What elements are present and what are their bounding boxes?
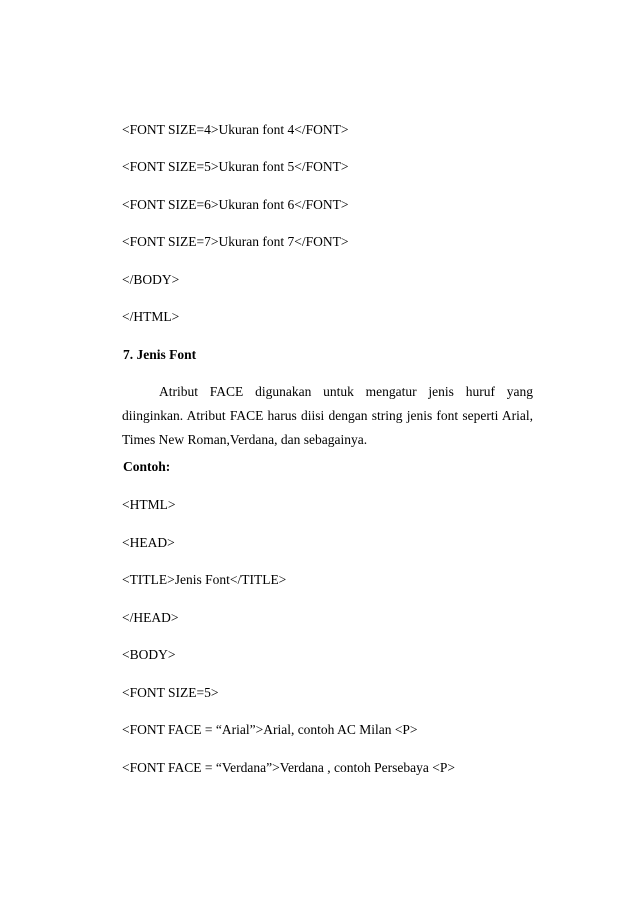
- code-line-body-close: </BODY>: [122, 272, 180, 287]
- code-line-title: <TITLE>Jenis Font</TITLE>: [122, 572, 287, 587]
- code-line-font-face-verdana: <FONT FACE = “Verdana”>Verdana , contoh Persebaya <P>: [122, 760, 455, 775]
- example-heading: Contoh:: [123, 459, 171, 474]
- code-line-head-open: <HEAD>: [122, 535, 175, 550]
- code-line-font-size-5: <FONT SIZE=5>Ukuran font 5</FONT>: [122, 159, 349, 174]
- code-line-font-size-7: <FONT SIZE=7>Ukuran font 7</FONT>: [122, 234, 349, 249]
- code-line-body-open: <BODY>: [122, 647, 176, 662]
- section-heading: 7. Jenis Font: [123, 347, 197, 362]
- code-line-head-close: </HEAD>: [122, 610, 179, 625]
- code-line-html-open: <HTML>: [122, 497, 176, 512]
- code-line-font-size-4: <FONT SIZE=4>Ukuran font 4</FONT>: [122, 122, 349, 137]
- body-paragraph: Atribut FACE digunakan untuk mengatur jenis huruf yang diinginkan. Atribut FACE harus diisi dengan string jenis font seperti Arial, Times New Roman,Verdana, dan sebagainya.: [122, 384, 533, 447]
- code-line-font-size-6: <FONT SIZE=6>Ukuran font 6</FONT>: [122, 197, 349, 212]
- code-line-font-face-arial: <FONT FACE = “Arial”>Arial, contoh AC Milan <P>: [122, 722, 418, 737]
- code-line-font-size-open: <FONT SIZE=5>: [122, 685, 219, 700]
- code-line-html-close: </HTML>: [122, 309, 180, 324]
